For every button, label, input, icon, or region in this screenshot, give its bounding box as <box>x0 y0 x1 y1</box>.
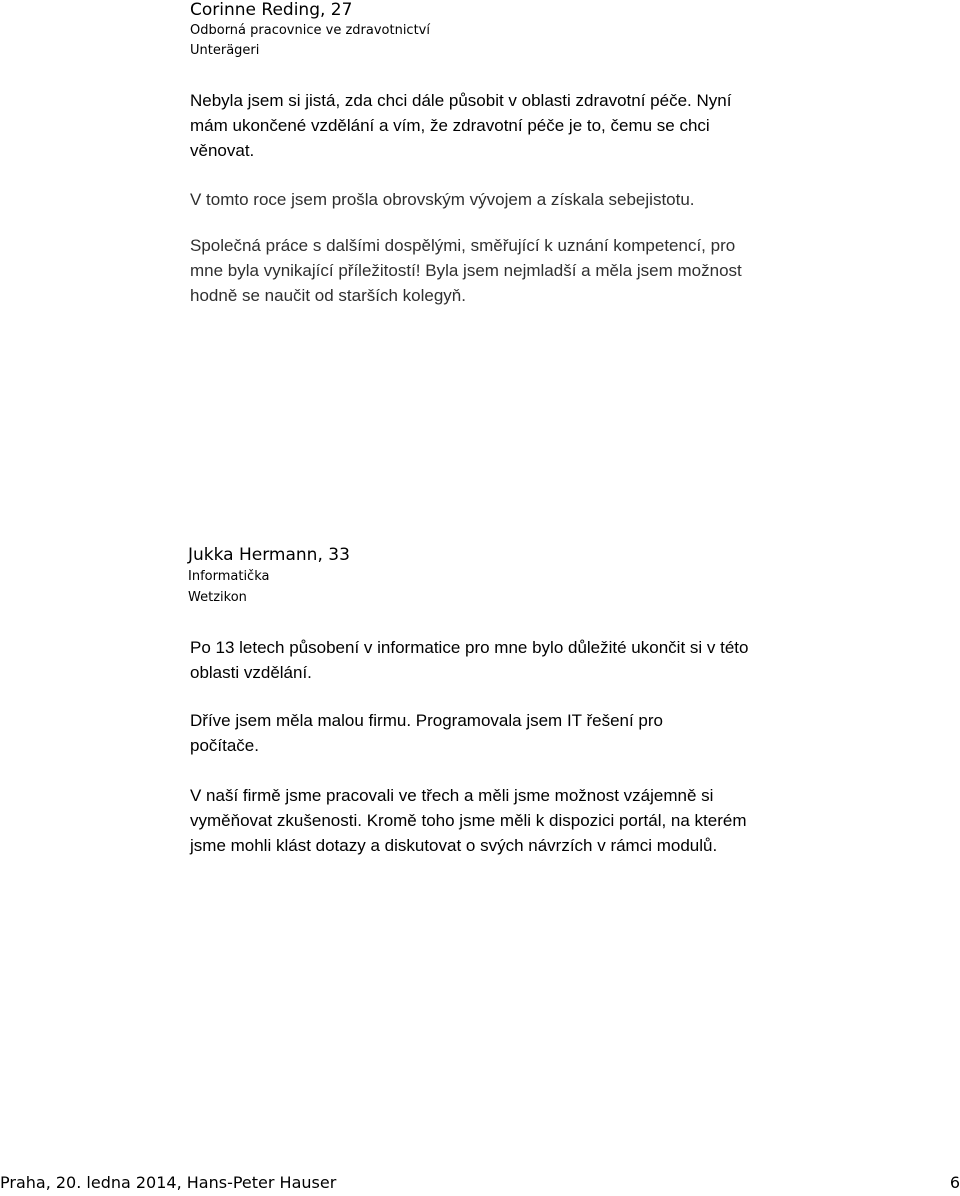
footer-text: Praha, 20. ledna 2014, Hans-Peter Hauser <box>0 1173 337 1192</box>
person1-name: Corinne Reding, 27 <box>190 0 353 20</box>
person1-paragraph-2: V tomto roce jsem prošla obrovským vývojem a získala sebejistotu. <box>190 190 695 209</box>
person1-occupation: Odborná pracovnice ve zdravotnictví <box>190 23 430 38</box>
person2-paragraph-1: Po 13 letech působení v informatice pro mne bylo důležité ukončit si v této oblasti vzdělání. <box>190 638 749 682</box>
person2-paragraph-2: Dříve jsem měla malou firmu. Programovala jsem IT řešení pro počítače. <box>190 711 664 755</box>
person2-name: Jukka Hermann, 33 <box>188 545 350 565</box>
page-number: 6 <box>949 1173 960 1192</box>
person2-occupation: Informatička <box>188 569 270 584</box>
person2-location: Wetzikon <box>188 590 247 605</box>
person1-paragraph-3: Společná práce s dalšími dospělými, směřující k uznání kompetencí, pro mne byla vynikající příležitostí! Byla jsem nejmladší a měla jsem možnost hodně se naučit od starších kolegyň. <box>190 236 742 305</box>
person1-location: Unterägeri <box>190 43 260 58</box>
person2-paragraph-3: V naší firmě jsme pracovali ve třech a měli jsme možnost vzájemně si vyměňovat zkušenosti. Kromě toho jsme měli k dispozici portál, na kterém jsme mohli klást dotazy a diskutovat o svých návrzích v rámci modulů. <box>190 786 747 855</box>
person1-paragraph-1: Nebyla jsem si jistá, zda chci dále působit v oblasti zdravotní péče. Nyní mám ukončené vzdělání a vím, že zdravotní péče je to, čemu se chci věnovat. <box>190 91 732 160</box>
